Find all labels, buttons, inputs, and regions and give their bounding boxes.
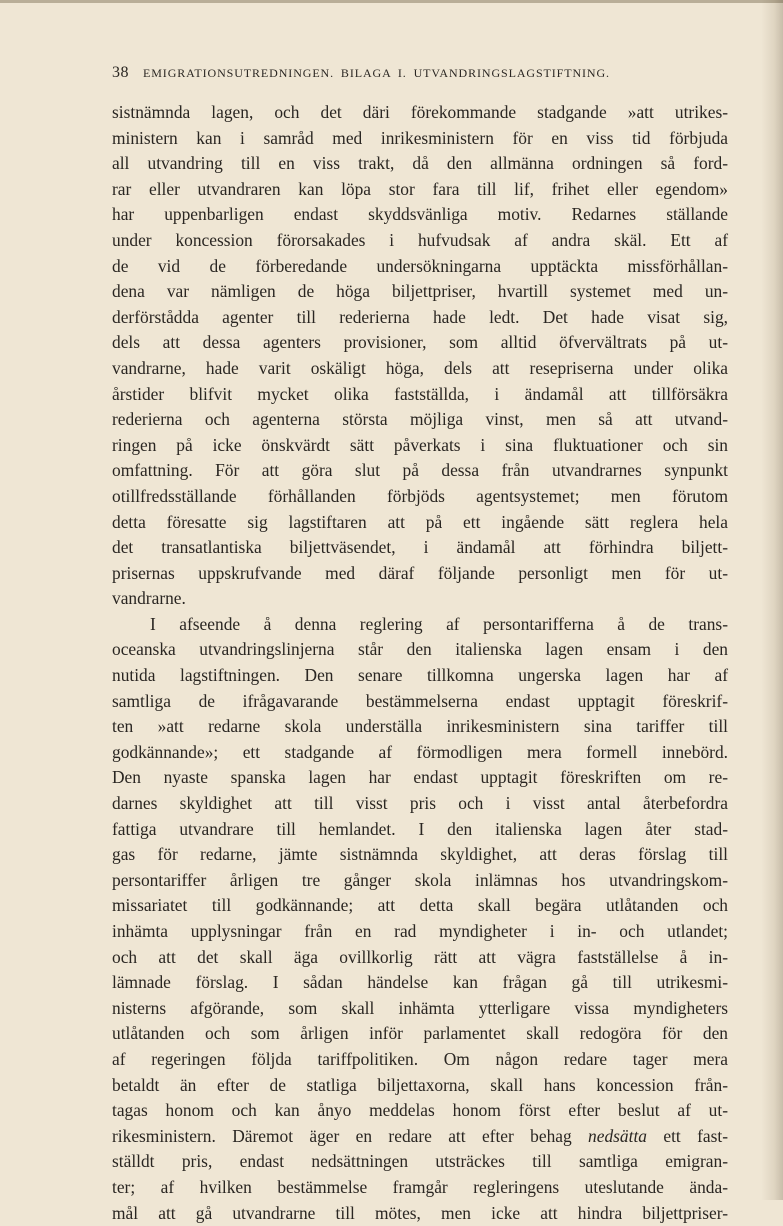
text-line: rederierna och agenterna största möjliga vinst, men så att utvand- (112, 409, 728, 430)
text-line: darnes skyldighet att till visst pris och i visst antal återbefordra (112, 793, 728, 814)
page-binding-shadow (761, 0, 783, 1200)
text-line: nisterns afgörande, som skall inhämta ytterligare vissa myndigheters (112, 997, 728, 1018)
text-segment: rikesministern. Däremot äger en redare att efter behag (112, 1125, 572, 1146)
text-line: all utvandring till en viss trakt, då den allmänna ordningen så ford- (112, 153, 728, 174)
text-line: har uppenbarligen endast skyddsvänliga motiv. Redarnes ställande (112, 204, 728, 225)
text-line: ringen på icke önskvärdt sätt påverkats i sina fluktuationer och sin (112, 434, 728, 455)
text-line: omfattning. För att göra slut på dessa från utvandrarnes synpunkt (112, 460, 728, 481)
text-line: de vid de förberedande undersökningarna upptäckta missförhållan- (112, 255, 728, 276)
text-line: af regeringen följda tariffpolitiken. Om någon redare tager mera (112, 1048, 728, 1069)
text-line: utlåtanden och som årligen inför parlamentet skall redogöra för den (112, 1023, 728, 1044)
text-line: nutida lagstiftningen. Den senare tillkomna ungerska lagen har af (112, 665, 728, 686)
page-number: 38 (112, 64, 129, 81)
running-header (112, 64, 722, 86)
text-line: gas för redarne, jämte sistnämnda skyldighet, att deras förslag till (112, 844, 728, 865)
text-line: ter; af hvilken bestämmelse framgår regleringens uteslutande ända- (112, 1176, 728, 1197)
text-line: det transatlantiska biljettväsendet, i ändamål att förhindra biljett- (112, 537, 728, 558)
text-line: dena var nämligen de höga biljettpriser, hvartill systemet med un- (112, 281, 728, 302)
text-line: dels att dessa agenters provisioner, som alltid öfvervältrats på ut- (112, 332, 728, 353)
page-top-edge (0, 0, 783, 3)
text-line: ställdt pris, endast nedsättningen utsträckes till samtliga emigran- (112, 1151, 728, 1172)
text-line: rar eller utvandraren kan löpa stor fara till lif, frihet eller egendom» (112, 178, 728, 199)
text-line: otillfredsställande förhållanden förbjöds agentsystemet; men förutom (112, 485, 728, 506)
body-text (112, 100, 728, 1226)
text-line: detta föresatte sig lagstiftaren att på ett ingående sätt reglera hela (112, 511, 728, 532)
text-segment: ett fast- (663, 1125, 728, 1146)
text-line: prisernas uppskrufvande med däraf följande personligt men för ut- (112, 562, 728, 583)
text-line: vandrarne, hade varit oskäligt höga, dels att resepriserna under olika (112, 357, 728, 378)
text-line: persontariffer årligen tre gånger skola inlämnas hos utvandringskom- (112, 869, 728, 890)
text-line: godkännande»; ett stadgande af förmodligen mera formell innebörd. (112, 741, 728, 762)
paragraph-start-line: I afseende å denna reglering af persontarifferna å de trans- (150, 613, 728, 634)
text-line: samtliga de ifrågavarande bestämmelserna endast upptagit föreskrif- (112, 690, 728, 711)
text-line: mål att gå utvandrarne till mötes, men icke att hindra biljettpriser- (112, 1202, 728, 1223)
text-line: ministern kan i samråd med inrikesministern för en viss tid förbjuda (112, 127, 728, 148)
text-line: derförstådda agenter till rederierna hade ledt. Det hade visat sig, (112, 306, 728, 327)
text-line: betaldt än efter de statliga biljettaxorna, skall hans koncession från- (112, 1074, 728, 1095)
text-line: oceanska utvandringslinjerna står den italienska lagen ensam i den (112, 639, 728, 660)
text-line-with-emphasis (112, 1124, 728, 1150)
text-line: inhämta upplysningar från en rad myndigheter i in- och utlandet; (112, 921, 728, 941)
text-line: Den nyaste spanska lagen har endast upptagit föreskriften om re- (112, 767, 728, 788)
text-line: missariatet till godkännande; att detta skall begära utlåtanden och (112, 895, 728, 916)
running-head-title: EMIGRATIONSUTREDNINGEN. BILAGA I. UTVANDRINGSLAGSTIFTNING. (143, 66, 610, 80)
text-line: och att det skall äga ovillkorlig rätt att vägra fastställelse å in- (112, 946, 728, 967)
text-line: under koncession förorsakades i hufvudsak af andra skäl. Ett af (112, 229, 728, 250)
text-line: ten »att redarne skola underställa inrikesministern sina tariffer till (112, 716, 728, 737)
paragraph-end-line: vandrarne. (112, 588, 186, 609)
text-line: tagas honom och kan ånyo meddelas honom först efter beslut af ut- (112, 1100, 728, 1121)
text-line: lämnade förslag. I sådan händelse kan frågan gå till utrikesmi- (112, 972, 728, 993)
text-line: sistnämnda lagen, och det däri förekommande stadgande »att utrikes- (112, 102, 728, 122)
emphasized-word: nedsätta (588, 1125, 647, 1146)
text-line: årstider blifvit mycket olika fastställda, i ändamål att tillförsäkra (112, 383, 728, 404)
text-line: fattiga utvandrare till hemlandet. I den italienska lagen åter stad- (112, 818, 728, 839)
